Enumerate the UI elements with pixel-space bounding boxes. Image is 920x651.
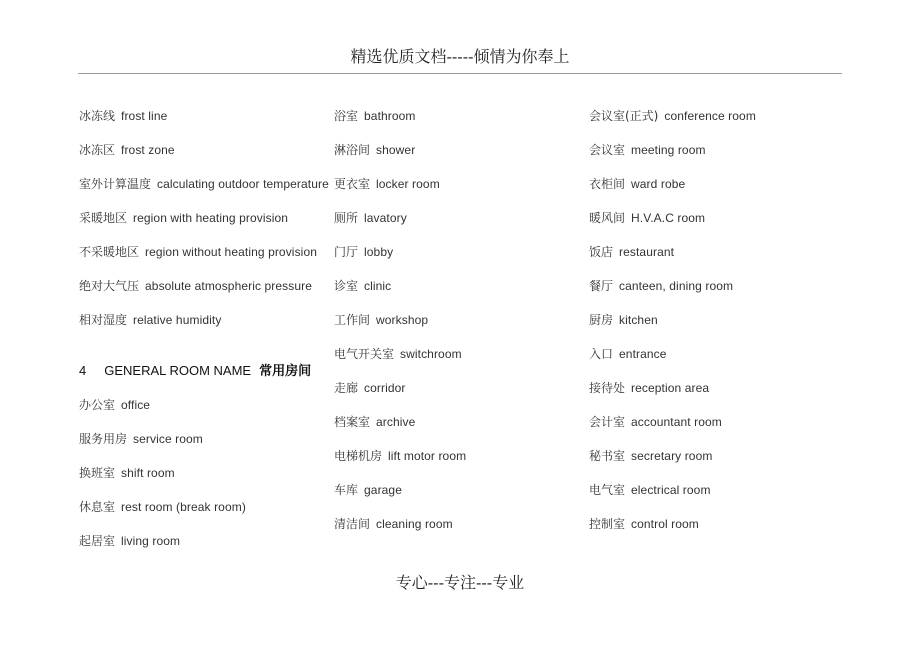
term-row bbox=[589, 174, 839, 208]
term-row bbox=[334, 480, 584, 514]
term-row bbox=[79, 276, 329, 310]
term-en: meeting room bbox=[631, 143, 706, 157]
term-row bbox=[79, 310, 329, 344]
term-row bbox=[589, 140, 839, 174]
term-row bbox=[589, 310, 839, 344]
term-zh: 休息室 bbox=[79, 500, 116, 514]
term-en: shower bbox=[376, 143, 416, 157]
glossary-column-3 bbox=[589, 106, 839, 548]
term-row bbox=[589, 480, 839, 514]
term-zh: 会议室(正式) bbox=[589, 109, 659, 123]
term-zh: 冰冻区 bbox=[79, 143, 116, 157]
page-header: 精选优质文档-----倾情为你奉上 bbox=[350, 47, 570, 66]
term-row bbox=[79, 497, 329, 531]
term-en: restaurant bbox=[619, 245, 675, 259]
term-en: kitchen bbox=[619, 313, 658, 327]
term-en: lavatory bbox=[364, 211, 407, 225]
section-number: 4 bbox=[79, 363, 87, 378]
term-row bbox=[334, 412, 584, 446]
term-row bbox=[589, 446, 839, 480]
term-en: region with heating provision bbox=[133, 211, 289, 225]
term-zh: 诊室 bbox=[334, 279, 359, 293]
term-row bbox=[589, 378, 839, 412]
term-en: reception area bbox=[631, 381, 710, 395]
page-footer: 专心---专注---专业 bbox=[395, 573, 525, 592]
term-en: locker room bbox=[376, 177, 440, 191]
term-zh: 会计室 bbox=[589, 415, 626, 429]
term-en: control room bbox=[631, 517, 699, 531]
header-divider bbox=[78, 73, 842, 74]
term-en: relative humidity bbox=[133, 313, 222, 327]
term-row bbox=[334, 344, 584, 378]
term-zh: 办公室 bbox=[79, 398, 116, 412]
term-row bbox=[589, 208, 839, 242]
term-row bbox=[334, 208, 584, 242]
term-en: entrance bbox=[619, 347, 667, 361]
term-zh: 会议室 bbox=[589, 143, 626, 157]
term-row bbox=[79, 463, 329, 497]
term-row bbox=[589, 514, 839, 548]
glossary-column-1 bbox=[79, 106, 329, 565]
term-row bbox=[79, 208, 329, 242]
term-en: calculating outdoor temperature bbox=[157, 177, 329, 191]
term-row bbox=[589, 106, 839, 140]
term-zh: 接待处 bbox=[589, 381, 626, 395]
term-row bbox=[334, 514, 584, 548]
term-en: bathroom bbox=[364, 109, 416, 123]
term-zh: 清洁间 bbox=[334, 517, 371, 531]
term-zh: 电气室 bbox=[589, 483, 626, 497]
term-row bbox=[334, 378, 584, 412]
term-row bbox=[334, 106, 584, 140]
term-en: lobby bbox=[364, 245, 394, 259]
term-en: workshop bbox=[376, 313, 429, 327]
term-row bbox=[79, 106, 329, 140]
term-en: secretary room bbox=[631, 449, 713, 463]
term-en: frost zone bbox=[121, 143, 175, 157]
term-zh: 走廊 bbox=[334, 381, 359, 395]
term-en: garage bbox=[364, 483, 402, 497]
term-row bbox=[589, 242, 839, 276]
term-zh: 电气开关室 bbox=[334, 347, 395, 361]
term-zh: 服务用房 bbox=[79, 432, 128, 446]
term-row bbox=[334, 310, 584, 344]
section-title-en: GENERAL ROOM NAME bbox=[104, 363, 252, 378]
term-en: conference room bbox=[664, 109, 756, 123]
term-zh: 淋浴间 bbox=[334, 143, 371, 157]
term-zh: 秘书室 bbox=[589, 449, 626, 463]
term-en: electrical room bbox=[631, 483, 711, 497]
term-row bbox=[334, 446, 584, 480]
section-title-zh: 常用房间 bbox=[259, 364, 312, 379]
term-zh: 冰冻线 bbox=[79, 109, 116, 123]
term-en: switchroom bbox=[400, 347, 462, 361]
term-row bbox=[79, 531, 329, 565]
term-zh: 相对湿度 bbox=[79, 313, 128, 327]
term-zh: 绝对大气压 bbox=[79, 279, 140, 293]
term-zh: 换班室 bbox=[79, 466, 116, 480]
term-row bbox=[79, 174, 329, 208]
term-row bbox=[79, 429, 329, 463]
term-en: ward robe bbox=[631, 177, 686, 191]
term-en: region without heating provision bbox=[145, 245, 317, 259]
glossary-column-2 bbox=[334, 106, 584, 548]
term-zh: 入口 bbox=[589, 347, 614, 361]
term-zh: 衣柜间 bbox=[589, 177, 626, 191]
term-en: canteen, dining room bbox=[619, 279, 734, 293]
term-zh: 暖风间 bbox=[589, 211, 626, 225]
term-row bbox=[79, 140, 329, 174]
term-en: accountant room bbox=[631, 415, 722, 429]
term-en: cleaning room bbox=[376, 517, 453, 531]
term-zh: 工作间 bbox=[334, 313, 371, 327]
term-row bbox=[334, 140, 584, 174]
term-en: service room bbox=[133, 432, 203, 446]
term-en: absolute atmospheric pressure bbox=[145, 279, 313, 293]
term-zh: 饭店 bbox=[589, 245, 614, 259]
term-zh: 控制室 bbox=[589, 517, 626, 531]
term-row bbox=[589, 344, 839, 378]
term-zh: 采暖地区 bbox=[79, 211, 128, 225]
term-zh: 室外计算温度 bbox=[79, 177, 152, 191]
term-zh: 更衣室 bbox=[334, 177, 371, 191]
term-en: clinic bbox=[364, 279, 392, 293]
term-zh: 浴室 bbox=[334, 109, 359, 123]
term-row bbox=[334, 174, 584, 208]
term-en: frost line bbox=[121, 109, 168, 123]
term-zh: 餐厅 bbox=[589, 279, 614, 293]
term-zh: 门厅 bbox=[334, 245, 359, 259]
section-heading bbox=[79, 361, 329, 395]
term-row bbox=[79, 242, 329, 276]
term-en: corridor bbox=[364, 381, 406, 395]
term-zh: 起居室 bbox=[79, 534, 116, 548]
term-en: rest room (break room) bbox=[121, 500, 246, 514]
term-en: shift room bbox=[121, 466, 175, 480]
term-row bbox=[589, 412, 839, 446]
term-en: H.V.A.C room bbox=[631, 211, 706, 225]
term-row bbox=[79, 395, 329, 429]
term-row bbox=[334, 276, 584, 310]
term-en: lift motor room bbox=[388, 449, 467, 463]
term-zh: 厕所 bbox=[334, 211, 359, 225]
term-en: living room bbox=[121, 534, 181, 548]
term-zh: 不采暖地区 bbox=[79, 245, 140, 259]
term-zh: 车库 bbox=[334, 483, 359, 497]
term-zh: 厨房 bbox=[589, 313, 614, 327]
term-en: office bbox=[121, 398, 151, 412]
term-zh: 档案室 bbox=[334, 415, 371, 429]
term-row bbox=[589, 276, 839, 310]
term-zh: 电梯机房 bbox=[334, 449, 383, 463]
term-en: archive bbox=[376, 415, 416, 429]
term-row bbox=[334, 242, 584, 276]
